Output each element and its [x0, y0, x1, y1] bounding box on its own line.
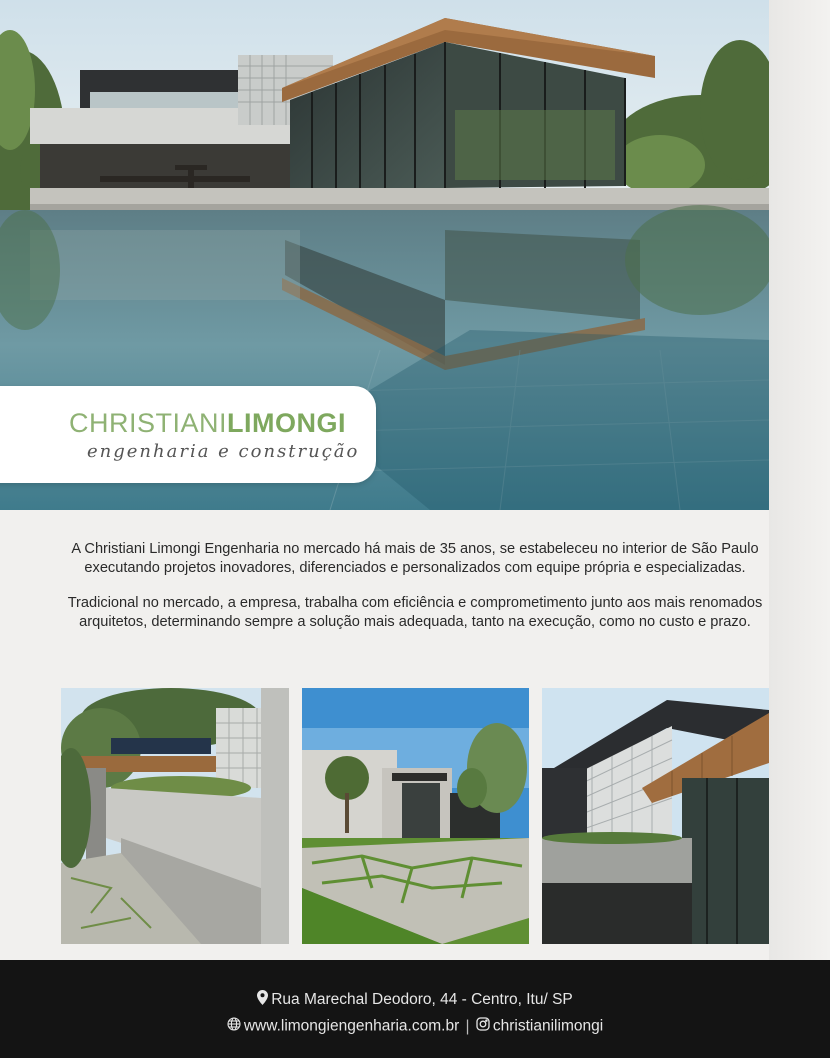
intro-paragraph-2: Tradicional no mercado, a empresa, trabalha com eficiência e comprometimento junto aos mais renomados arquitetos, determinando sempre a solução mais adequada, tanto na execução, como no custo e prazo.	[67, 595, 763, 630]
footer	[0, 960, 830, 1058]
brand-name-bold: LIMONGI	[227, 408, 347, 438]
project-photo-2	[302, 688, 529, 944]
hero-photo	[0, 0, 769, 510]
page-edge-strip	[769, 0, 830, 960]
brand-tagline: engenharia e construção	[87, 441, 360, 462]
footer-separator: |	[465, 1017, 470, 1035]
project-photo-1	[61, 688, 289, 944]
footer-contact-line	[0, 1017, 830, 1036]
globe-icon	[227, 1017, 241, 1036]
project-photo-3	[542, 688, 769, 944]
footer-instagram-link[interactable]: christianilimongi	[492, 1017, 604, 1035]
footer-website-link[interactable]: www.limongiengenharia.com.br	[243, 1017, 460, 1035]
intro-paragraph-1: A Christiani Limongi Engenharia no mercado há mais de 35 anos, se estabeleceu no interior de São Paulo executando projetos inovadores, diferenciados e personalizados com equipe própria e especializadas.	[71, 541, 759, 576]
map-pin-icon	[257, 990, 268, 1010]
footer-address-line	[0, 990, 830, 1010]
brand-logo-card	[0, 386, 376, 483]
brand-logo-wordmark	[69, 408, 346, 439]
intro-text	[40, 540, 790, 632]
brand-name-light: CHRISTIANI	[69, 408, 228, 438]
instagram-icon	[476, 1017, 490, 1036]
footer-address: Rua Marechal Deodoro, 44 - Centro, Itu/ SP	[271, 991, 573, 1009]
